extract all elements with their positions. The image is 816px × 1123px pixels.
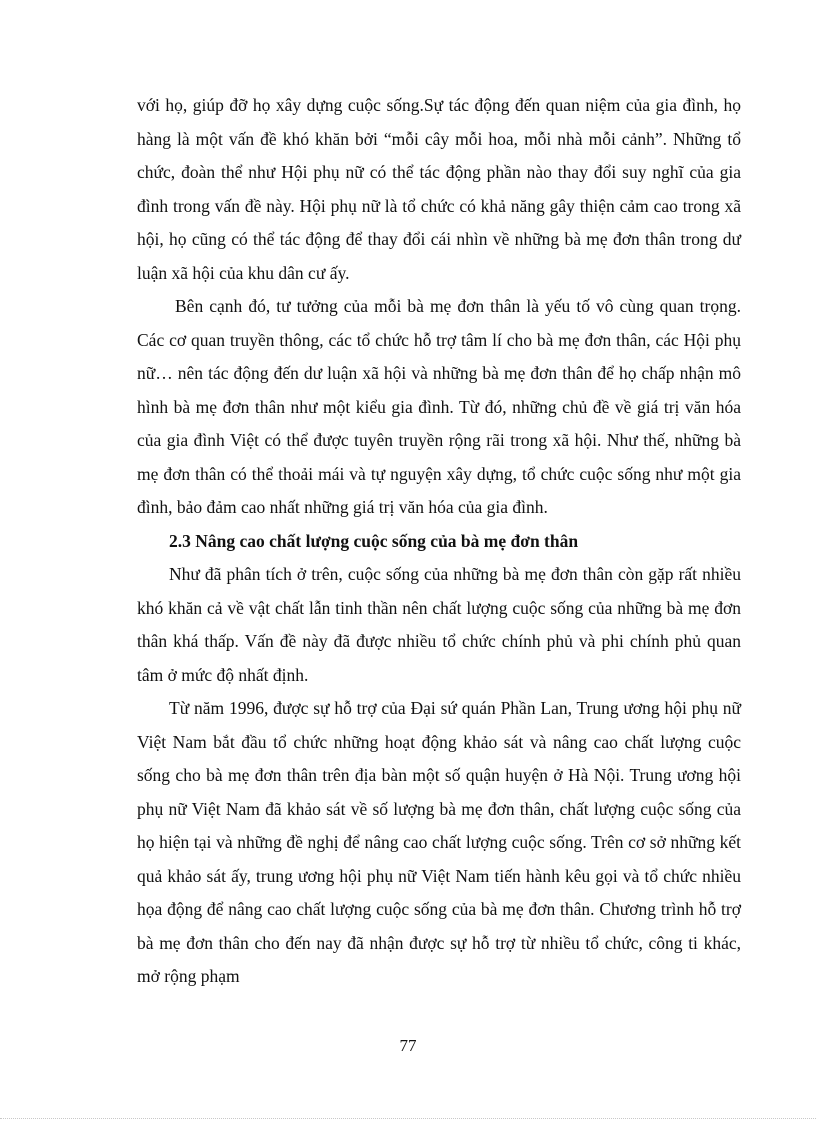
page-body <box>137 89 741 994</box>
section-heading: 2.3 Nâng cao chất lượng cuộc sống của bà mẹ đơn thân <box>169 530 579 551</box>
paragraph-quality-of-life: Như đã phân tích ở trên, cuộc sống của những bà mẹ đơn thân còn gặp rất nhiều khó khăn cả về vật chất lẫn tinh thần nên chất lượng cuộc sống của những bà mẹ đơn thân khá thấp. Vấn đề này đã được nhiều tổ chức chính phủ và phi chính phủ quan tâm ở mức độ nhất định. <box>137 564 741 685</box>
page-bottom-divider <box>0 1118 816 1119</box>
paragraph-continuation: với họ, giúp đỡ họ xây dựng cuộc sống.Sự tác động đến quan niệm của gia đình, họ hàng là một vấn đề khó khăn bởi “mỗi cây mỗi hoa, mỗi nhà mỗi cảnh”. Những tổ chức, đoàn thể như Hội phụ nữ có thể tác động phần nào thay đổi suy nghĩ của gia đình trong vấn đề này. Hội phụ nữ là tổ chức có khả năng gây thiện cảm cao trong xã hội, họ cũng có thể tác động để thay đổi cái nhìn về những bà mẹ đơn thân trong dư luận xã hội của khu dân cư ấy. <box>137 95 741 283</box>
page-number: 77 <box>399 1036 417 1055</box>
paragraph-support-program: Từ năm 1996, được sự hỗ trợ của Đại sứ quán Phần Lan, Trung ương hội phụ nữ Việt Nam bắt đầu tổ chức những hoạt động khảo sát và nâng cao chất lượng cuộc sống cho bà mẹ đơn thân trên địa bàn một số quận huyện ở Hà Nội. Trung ương hội phụ nữ Việt Nam đã khảo sát về số lượng bà mẹ đơn thân, chất lượng cuộc sống của họ hiện tại và những đề nghị để nâng cao chất lượng cuộc sống. Trên cơ sở những kết quả khảo sát ấy, trung ương hội phụ nữ Việt Nam tiến hành kêu gọi và tổ chức nhiều họa động để nâng cao chất lượng cuộc sống của bà mẹ đơn thân. Chương trình hỗ trợ bà mẹ đơn thân cho đến nay đã nhận được sự hỗ trợ từ nhiều tổ chức, công ti khác, mở rộng phạm <box>137 698 741 986</box>
paragraph-single-mother-mindset: Bên cạnh đó, tư tưởng của mỗi bà mẹ đơn thân là yếu tố vô cùng quan trọng. Các cơ quan truyền thông, các tổ chức hỗ trợ tâm lí cho bà mẹ đơn thân, các Hội phụ nữ… nên tác động đến dư luận xã hội và những bà mẹ đơn thân để họ chấp nhận mô hình bà mẹ đơn thân như một kiểu gia đình. Từ đó, những chủ đề về giá trị văn hóa của gia đình Việt có thể được tuyên truyền rộng rãi trong xã hội. Như thế, những bà mẹ đơn thân có thể thoải mái và tự nguyện xây dựng, tổ chức cuộc sống như một gia đình, bảo đảm cao nhất những giá trị văn hóa của gia đình. <box>137 296 741 517</box>
